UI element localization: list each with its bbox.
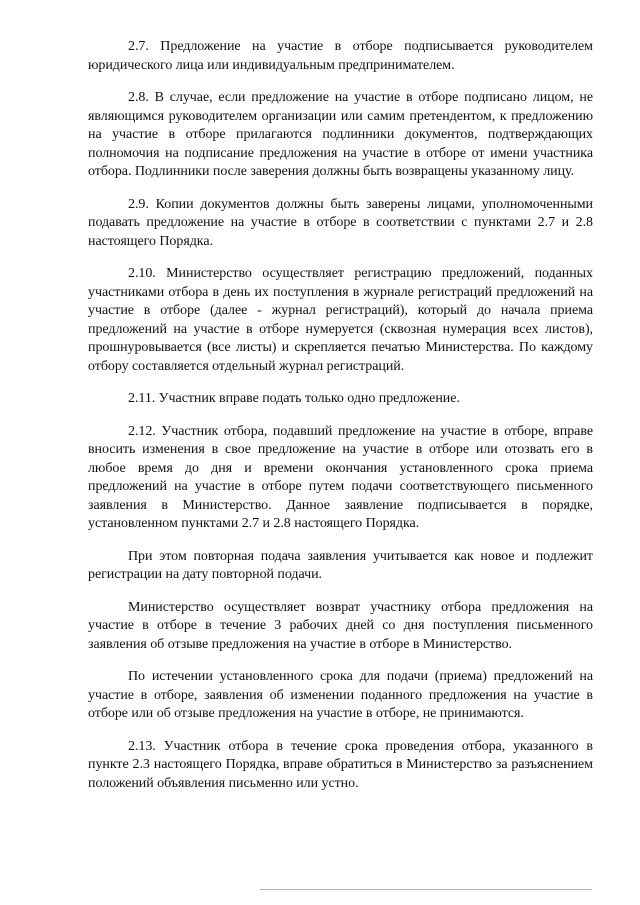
paragraph-return: Министерство осуществляет возврат участнику отбора предложения на участие в отборе в течение 3 рабочих дней со дня поступления письменного заявления об отзыве предложения на участие в отборе в Министерство. — [88, 599, 593, 652]
paragraph-2-9: 2.9. Копии документов должны быть заверены лицами, уполномоченными подавать предложение на участие в отборе в соответствии с пунктами 2.7 и 2.8 настоящего Порядка. — [88, 196, 593, 249]
paragraph-resubmission: При этом повторная подача заявления учитывается как новое и подлежит регистрации на дату повторной подачи. — [88, 548, 593, 582]
paragraph-deadline: По истечении установленного срока для подачи (приема) предложений на участие в отборе, заявления об изменении поданного предложения на участие в отборе или об отзыве предложения на участие в отборе, не принимаются. — [88, 669, 593, 721]
paragraph-2-11: 2.11. Участник вправе подать только одно предложение. — [128, 391, 460, 406]
bottom-divider — [260, 889, 592, 890]
paragraph-2-12: 2.12. Участник отбора, подавший предложение на участие в отборе, вправе вносить изменения в свое предложение на участие в отборе или отозвать его в любое время до дня и времени окончания установленного срока приема предложений на участие в отборе путем подачи соответствующего письменного заявления в Министерство. Данное заявление подписывается в порядке, установленном пунктами 2.7 и 2.8 настоящего Порядка. — [88, 423, 593, 531]
paragraph-2-7: 2.7. Предложение на участие в отборе подписывается руководителем юридического лица или индивидуальным предпринимателем. — [88, 39, 593, 73]
paragraph-2-10: 2.10. Министерство осуществляет регистрацию предложений, поданных участниками отбора в день их поступления в журнале регистраций предложений на участие в отборе (далее - журнал регистраций), который до начала приема предложений на участие в отборе нумеруется (сквозная нумерация всех листов), прошнуровывается (все листы) и скрепляется печатью Министерства. По каждому отбору составляется отдельный журнал регистраций. — [88, 266, 593, 374]
paragraph-2-13: 2.13. Участник отбора в течение срока проведения отбора, указанного в пункте 2.3 настоящего Порядка, вправе обратиться в Министерство за разъяснением положений объявления письменно или устно. — [88, 738, 593, 791]
paragraph-2-8: 2.8. В случае, если предложение на участие в отборе подписано лицом, не являющимся руководителем организации или самим претендентом, к предложению на участие в отборе прилагаются подлинники документов, подтверждающих полномочия на подписание предложения на участие в отборе от имени участника отбора. Подлинники после заверения должны быть возвращены указанному лицу. — [88, 90, 593, 179]
document-page — [88, 38, 593, 807]
